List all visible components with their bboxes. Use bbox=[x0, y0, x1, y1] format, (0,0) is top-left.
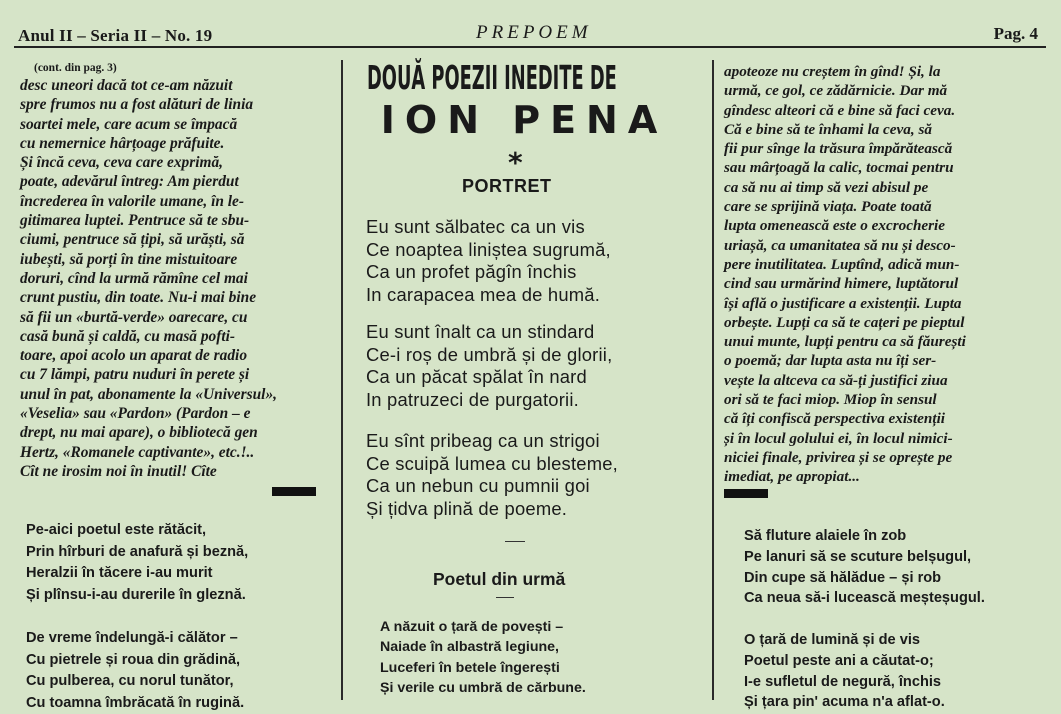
poem2-stanza: A năzuit o țară de povești – Naiade în albastră legiune, Luceferi în betele îngerești Și verile cu umbră de cărbune. bbox=[380, 619, 586, 697]
heading-line-2: ION PENA bbox=[380, 98, 668, 142]
column-rule-left bbox=[341, 60, 343, 700]
column-rule-right bbox=[712, 60, 714, 700]
separator-dash-small bbox=[496, 597, 514, 598]
poem1-stanza-1: Eu sunt sălbatec ca un vis Ce noaptea liniștea sugrumă, Ca un profet păgîn închis In carapacea mea de humă. bbox=[366, 216, 611, 305]
masthead: PREPOEM bbox=[476, 22, 592, 43]
left-column bbox=[20, 62, 328, 481]
left-verse: Pe-aici poetul este rătăcit, Prin hîrburi de anafură și beznă, Heralzii în tăcere i-au murit Și plînsu-i-au durerile în gleznă. De vreme îndelungă-i călător – Cu pietrele și roua din grădină, Cu pulberea, cu norul tunător, Cu toamna îmbrăcată în rugină. bbox=[26, 522, 249, 711]
right-column bbox=[724, 62, 1044, 487]
issue-info: Anul II – Seria II – No. 19 bbox=[18, 26, 213, 45]
poem1-stanza-3: Eu sînt pribeag ca un strigoi Ce scuipă lumea cu blesteme, Ca un nebun cu pumnii goi Și țidva plină de poeme. bbox=[366, 430, 618, 519]
poem-title-portret: PORTRET bbox=[462, 176, 552, 196]
section-end-mark-right bbox=[724, 489, 768, 498]
heading-line-1: DOUĂ POEZII INEDITE DE bbox=[367, 58, 617, 97]
page-header bbox=[14, 22, 1046, 48]
page-number: Pag. 4 bbox=[993, 24, 1038, 43]
left-prose: desc uneori dacă tot ce-am năzuit spre frumos nu a fost alături de linia soartei mele, care acum se împacă cu nemernice hârțoage prăfuite. Și încă ceva, ceva care exprimă, poate, adevărul întreg: Am pierdut încrederea în valorile umane, în le- gitimarea luptei. Pentruce să te sbu- ciumi, pentruce să țipi, să urăști, să iubești, să porți în tine mistuitoare doruri, cînd la urmă rămîne cel mai crunt pustiu, din toate. Nu-i mai bine să fii un «burtă-verde» oarecare, cu casă bună și caldă, cu masă pofti- toare, apoi acolo un aparat de radio cu 7 lămpi, patru nuduri în perete și unul în pat, abonamente la «Universul», «Veselia» sau «Pardon» (Pardon – e drept, nu mai apare), o bibliotecă gen Hertz, «Romanele captivante», etc.!.. Cît ne irosim noi în inutil! Cîte bbox=[20, 77, 277, 480]
separator-dash bbox=[505, 541, 525, 542]
section-end-mark-left bbox=[272, 487, 316, 496]
right-verse: Să fluture alaiele în zob Pe lanuri să se scuture belșugul, Din cupe să hălădue – și rob Ca neua să-i lucească meșteșugul. O țară de lumină și de vis Poetul peste ani a căutat-o; I-e sufletul de negură, închis Și țara pin' acuma n'a aflat-o. bbox=[744, 528, 985, 711]
asterisk-ornament: * bbox=[508, 146, 523, 179]
poem1-stanza-2: Eu sunt înalt ca un stindard Ce-i roș de umbră și de glorii, Ca un păcat spălat în nard In patruzeci de purgatorii. bbox=[366, 321, 613, 410]
continued-note: (cont. din pag. 3) bbox=[34, 62, 117, 74]
right-prose: apoteoze nu creștem în gînd! Și, la urmă, ce gol, ce zădărnicie. Dar mă gîndesc alteori că e bine să faci ceva. Că e bine să te înhami la ceva, să fii pur sînge la trăsura împărătească sau mârțoagă la calic, tocmai pentru ca să nu ai timp să vezi abisul pe care se sprijină viața. Poate toată lupta omenească este o excrocherie uriașă, ca umanitatea să nu și desco- pere inutilitatea. Luptînd, adică mun- cind sau urmărind himere, luptătorul își află o justificare a existenții. Lupta orbește. Lupți ca să te cațeri pe pieptul unui munte, lupți pentru ca să făurești o poemă; dar lupta asta nu îți ser- vește la altceva ca să-ți justifici ziua ori să te faci miop. Miop în sensul că îți confiscă perspectiva existenții și în locul golului ei, în locul nimici- niciei finale, privirea și se oprește pe imediat, pe apropiat... bbox=[724, 63, 966, 486]
poem-title-poetul: Poetul din urmă bbox=[433, 569, 566, 589]
